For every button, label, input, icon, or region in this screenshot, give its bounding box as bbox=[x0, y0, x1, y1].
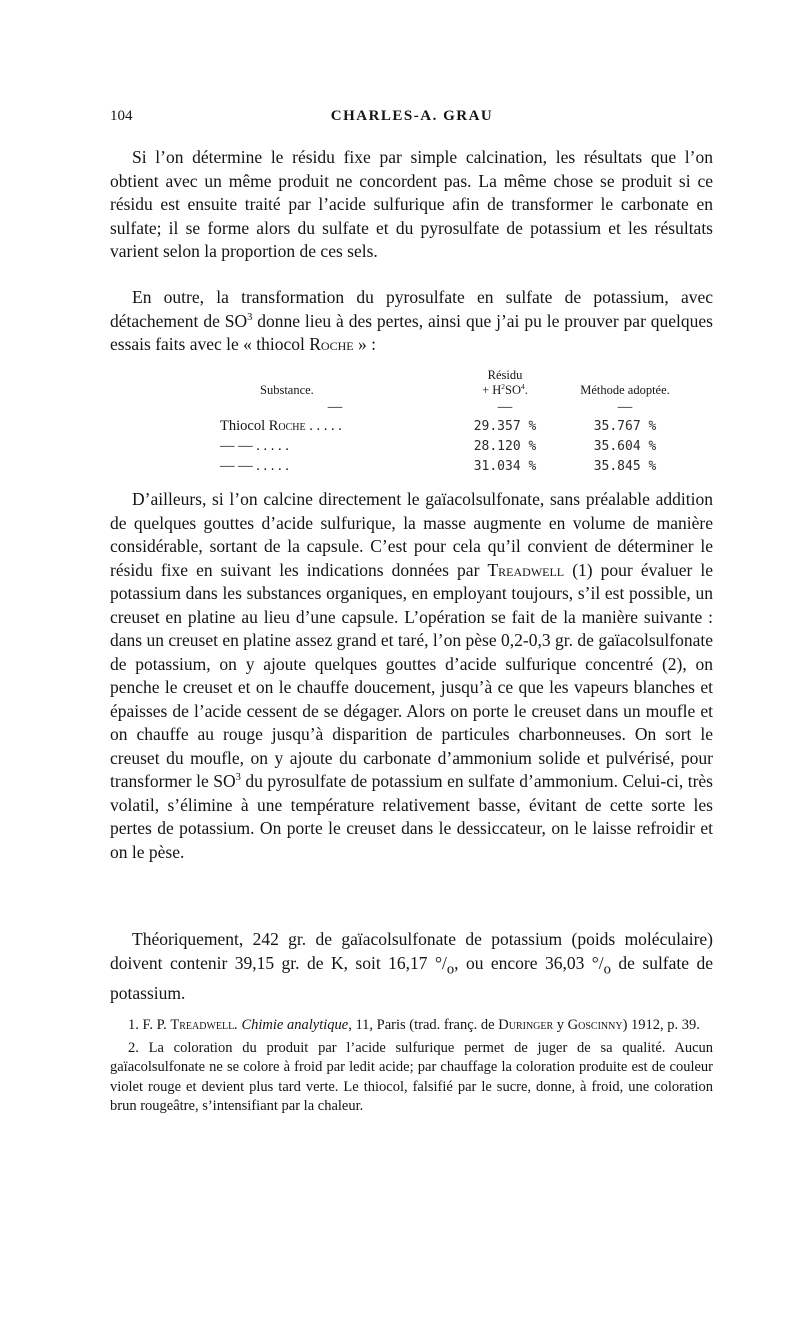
text-run: Thiocol bbox=[220, 417, 269, 434]
superscript: 3 bbox=[247, 311, 253, 323]
author-name: Treadwell bbox=[487, 559, 565, 580]
dash-cell: — bbox=[327, 398, 343, 415]
text-run: , ou encore 36,03 °/ bbox=[454, 952, 604, 973]
text-run: Théoriquement, 242 gr. de gaïacolsulfonate de potassium (poids moléculaire) doivent contenir 39,15 gr. de K, soit 16,17 °/ bbox=[110, 929, 713, 973]
ditto-mark: — bbox=[238, 437, 253, 454]
text-run: de sulfate de potassium. bbox=[110, 952, 713, 1003]
footnote-ref[interactable]: (1) bbox=[564, 559, 593, 580]
paragraph-text bbox=[110, 286, 713, 357]
dash-cell: — bbox=[617, 398, 633, 415]
superscript: 4 bbox=[521, 381, 525, 391]
text-run: , 11, Paris (trad. franç. de bbox=[348, 1017, 499, 1033]
text-run: — bbox=[220, 437, 239, 454]
text-run: donne lieu à des pertes, ainsi que j’ai pu le prouver par quelques essais faits avec le « thiocol bbox=[110, 310, 713, 354]
footnote-2: 2. La coloration du produit par l’acide sulfurique permet de juger de sa qualité. Aucun gaïacolsulfonate ne se colore à froid par ledit acide; par chauffage la coloration produite est de couleur violet rouge et devient plus tard verte. Le thiocol, falsifié par le sucre, donne, à froid, une coloration brun rougeâtre, s’intensifiant par la chaleur. bbox=[110, 1039, 713, 1114]
leader-dots: . . . . . bbox=[305, 417, 342, 434]
table-row bbox=[220, 416, 690, 436]
leader-dots: . . . . . bbox=[252, 457, 289, 474]
text-run: , on penche le creuset et on le chauffe doucement, jusqu’à ce que les vapeurs blanches et épaisses de l’acide cessent de se dégager. Alors on porte le creuset dans un moufle et on chauffe au rouge jusqu’à disparition de particules charbonneuses. On sort le creuset du moufle, on y ajoute du carbonate d’ammonium solide et pulvérisé, pour transformer le SO bbox=[110, 653, 714, 791]
table-dash-row bbox=[220, 398, 690, 416]
column-header-substance: Substance. bbox=[260, 383, 314, 397]
cell-methode: 35.604 % bbox=[593, 438, 657, 454]
paragraph-theory bbox=[110, 928, 713, 1005]
author-name: Goscinny bbox=[567, 1017, 623, 1033]
author-name: Roche bbox=[268, 417, 306, 434]
running-title: CHARLES-A. GRAU bbox=[330, 108, 494, 124]
superscript: 2 bbox=[501, 381, 506, 391]
cell-methode: 35.845 % bbox=[593, 458, 657, 474]
results-table bbox=[220, 368, 720, 476]
cell-methode: 35.767 % bbox=[593, 418, 657, 434]
leader-dots: . . . . . bbox=[252, 437, 289, 454]
cell-substance bbox=[220, 436, 450, 456]
text-run: — bbox=[220, 457, 239, 474]
cell-residu: 28.120 % bbox=[473, 438, 537, 454]
column-header-methode: Méthode adoptée. bbox=[580, 383, 670, 397]
cell-residu: 29.357 % bbox=[473, 418, 537, 434]
cell-residu: 31.034 % bbox=[473, 458, 537, 474]
paragraph-pyrosulfate bbox=[110, 286, 713, 357]
author-name: Roche bbox=[309, 334, 354, 354]
footnotes bbox=[110, 1016, 713, 1120]
column-header-residu-line1: Résidu bbox=[487, 368, 523, 382]
column-header-residu bbox=[450, 368, 560, 398]
paragraph-text: Si l’on détermine le résidu fixe par simple calcination, les résultats que l’on obtient avec un même produit ne concordent pas. La même chose se produit si ce résidu est ensuite traité par l’acide sulfurique afin de transformer le carbonate en sulfate; il se forme alors du sulfate et du pyrosulfate de potassium et les résultats varient selon la proportion de ces sels. bbox=[110, 147, 713, 261]
column-header-residu-line2 bbox=[450, 383, 560, 398]
paragraph-text bbox=[110, 928, 713, 1005]
text-run: D’ailleurs, si l’on calcine directement le gaïacolsulfonate, sans préalable addition de quelques gouttes d’acide sulfurique, la masse augmente en volume de manière considérable, sortant de la capsule. C’est pour cela qu’il convient de déterminer le résidu fixe en suivant les indications données par bbox=[110, 489, 713, 580]
cell-substance bbox=[220, 416, 450, 436]
paragraph-procedure bbox=[110, 488, 713, 864]
table-row bbox=[220, 436, 690, 456]
ditto-mark: — bbox=[238, 457, 253, 474]
text-run: ) 1912, p. 39. bbox=[622, 1017, 700, 1033]
dash-cell: — bbox=[497, 398, 513, 415]
paragraph-text bbox=[110, 488, 713, 864]
page-number: 104 bbox=[110, 108, 133, 124]
text-run: pour évaluer le potassium dans les substances organiques, en employant toujours, s’il est possible, un creuset en platine au lieu d’une capsule. L’opération se fait de la manière suivante : dans un creuset en platine assez grand et taré, l’on pèse 0,2-0,3 gr. de gaïacolsulfonate de potassium, on y ajoute quelques gouttes d’acide sulfurique concentré bbox=[110, 559, 714, 674]
superscript: 3 bbox=[235, 772, 241, 784]
text-run: . bbox=[524, 383, 528, 397]
running-head bbox=[110, 108, 714, 134]
subscript: o bbox=[603, 961, 611, 977]
table-header-row bbox=[220, 368, 690, 398]
footnote-1 bbox=[110, 1016, 713, 1036]
table-row bbox=[220, 456, 690, 476]
text-run: En outre, la transformation du pyrosulfate en sulfate de potassium, avec détachement de SO bbox=[110, 287, 713, 331]
paragraph-calcination bbox=[110, 146, 713, 264]
cell-substance bbox=[220, 456, 450, 476]
text-run: 1. F. P. bbox=[128, 1017, 171, 1033]
author-name: Duringer bbox=[498, 1017, 554, 1033]
book-title: . Chimie analytique bbox=[234, 1017, 349, 1033]
text-run: SO bbox=[505, 383, 522, 397]
text-run: + H bbox=[482, 383, 502, 397]
text-run: du pyrosulfate de potassium en sulfate d’ammonium. Celui-ci, très volatil, s’élimine à une température relativement basse, évitant de cette sorte les pertes de potassium. On porte le creuset dans le dessiccateur, on le laisse refroidir et on le pèse. bbox=[110, 771, 713, 862]
subscript: o bbox=[446, 961, 455, 977]
author-name: Treadwell bbox=[170, 1017, 235, 1033]
text-run: y bbox=[553, 1017, 568, 1033]
footnote-ref[interactable]: (2) bbox=[653, 653, 683, 674]
text-run: » : bbox=[353, 334, 376, 354]
